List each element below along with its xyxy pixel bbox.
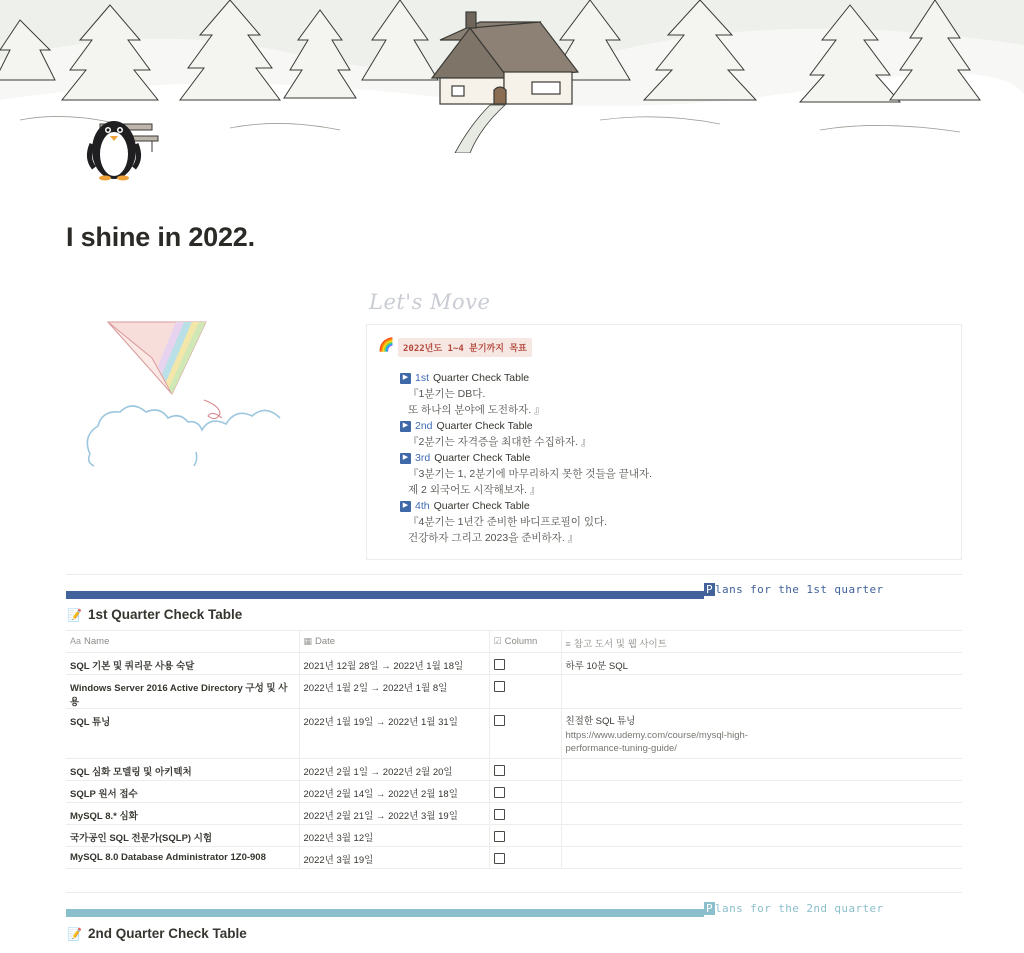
cell-check [489, 781, 561, 803]
cell-date[interactable]: 2022년 2월 21일 → 2022년 3월 19일 [299, 803, 489, 825]
db2-title[interactable] [67, 926, 247, 941]
checkbox[interactable] [494, 787, 505, 798]
quarter-label: Quarter Check Table [434, 452, 531, 464]
play-arrow-icon: ▶ [400, 501, 411, 512]
db1-title[interactable] [67, 607, 242, 622]
checkbox[interactable] [494, 659, 505, 670]
column-label: 참고 도서 및 웹 사이트 [573, 639, 667, 650]
lets-move-heading: Let's Move [369, 290, 491, 314]
cell-reference[interactable] [561, 709, 962, 759]
cell-reference[interactable] [561, 803, 962, 825]
cell-name[interactable]: SQL 심화 모델링 및 아키텍처 [66, 759, 299, 781]
checkbox[interactable] [494, 853, 505, 864]
cell-date[interactable]: 2022년 2월 1일 → 2022년 2월 20일 [299, 759, 489, 781]
plan-text: lans for the 1st quarter [715, 583, 884, 596]
cell-name[interactable]: Windows Server 2016 Active Directory 구성 및 사용 [66, 675, 299, 709]
play-arrow-icon: ▶ [400, 421, 411, 432]
reference-title: 친절한 SQL 튜닝 [565, 716, 636, 727]
checkbox[interactable] [494, 765, 505, 776]
quarter-item [400, 498, 940, 546]
play-arrow-icon: ▶ [400, 453, 411, 464]
column-header-reference[interactable] [561, 631, 962, 653]
cell-check [489, 653, 561, 675]
plans-q2-heading [704, 902, 884, 915]
page-title[interactable]: I shine in 2022. [66, 222, 255, 252]
reference-url[interactable]: https://www.udemy.com/course/mysql-high-performance-tuning-guide/ [565, 730, 748, 754]
quarter-item [400, 370, 940, 418]
quarter-link[interactable] [400, 418, 940, 434]
cell-name[interactable]: MySQL 8.* 심화 [66, 803, 299, 825]
table-row[interactable] [66, 803, 962, 825]
cell-name[interactable]: MySQL 8.0 Database Administrator 1Z0-908 [66, 847, 299, 869]
cell-check [489, 759, 561, 781]
cell-name[interactable]: SQL 튜닝 [66, 709, 299, 759]
quarter-label: Quarter Check Table [433, 500, 530, 512]
plan-bar-2 [66, 909, 704, 917]
checkbox[interactable] [494, 831, 505, 842]
db1-title-text: 1st Quarter Check Table [87, 607, 243, 622]
cell-date[interactable]: 2022년 2월 14일 → 2022년 2월 18일 [299, 781, 489, 803]
text-icon: Aa [70, 636, 82, 646]
column-header-column[interactable] [489, 631, 561, 653]
checkbox-icon: ☑ [493, 636, 502, 646]
quarter-description: 『3분기는 1, 2분기에 마무리하지 못한 것들을 끝내자. 제 2 외국어도 시작해보자. 』 [408, 468, 653, 496]
quarter-number: 2nd [415, 420, 433, 432]
memo-icon: 📝 [67, 926, 82, 941]
quarter-link[interactable] [400, 450, 940, 466]
column-label: Date [315, 636, 336, 647]
goal-badge: 2022년도 1~4 분기까지 목표 [398, 338, 532, 357]
table-row[interactable] [66, 781, 962, 803]
cell-check [489, 847, 561, 869]
table-row[interactable] [66, 675, 962, 709]
column-header-date[interactable] [299, 631, 489, 653]
checkbox[interactable] [494, 681, 505, 692]
cell-reference[interactable] [561, 847, 962, 869]
cell-reference[interactable]: 하루 10분 SQL [561, 653, 962, 675]
cell-date[interactable]: 2022년 1월 19일 → 2022년 1월 31일 [299, 709, 489, 759]
goals-callout [366, 324, 962, 560]
table-header-row [66, 631, 962, 653]
quarter-description: 『1분기는 DB다. 또 하나의 분야에 도전하자. 』 [408, 388, 545, 416]
quarter-label: Quarter Check Table [433, 372, 530, 384]
quarter-description: 『4분기는 1년간 준비한 바디프로필이 있다. 건강하자 그리고 2023을 준비하자. 』 [408, 516, 608, 544]
column-header-name[interactable] [66, 631, 299, 653]
cell-check [489, 675, 561, 709]
calendar-icon: ▦ [303, 636, 313, 646]
rainbow-icon[interactable]: 🌈 [378, 337, 395, 352]
quarter-list [400, 370, 940, 546]
plan-initial: P [706, 583, 714, 596]
table-row[interactable] [66, 709, 962, 759]
quarter-description: 『2분기는 자격증을 최대한 수집하자. 』 [408, 436, 592, 448]
cell-reference[interactable] [561, 675, 962, 709]
cell-name[interactable]: SQL 기본 및 쿼리문 사용 숙달 [66, 653, 299, 675]
penguin-icon[interactable] [72, 108, 162, 183]
divider [66, 574, 962, 575]
db2-title-text: 2nd Quarter Check Table [87, 926, 247, 941]
cell-date[interactable]: 2022년 3월 12일 [299, 825, 489, 847]
cell-check [489, 709, 561, 759]
cell-check [489, 825, 561, 847]
plan-text: lans for the 2nd quarter [715, 902, 884, 915]
plan-bar-1 [66, 591, 704, 599]
quarter1-table [66, 630, 962, 869]
memo-icon: 📝 [67, 607, 82, 622]
cell-date[interactable]: 2022년 1월 2일 → 2022년 1월 8일 [299, 675, 489, 709]
quarter-link[interactable] [400, 370, 940, 386]
paper-kite-illustration [80, 316, 290, 476]
cell-date[interactable]: 2022년 3월 19일 [299, 847, 489, 869]
column-label: Name [84, 636, 110, 647]
cell-reference[interactable] [561, 781, 962, 803]
checkbox[interactable] [494, 809, 505, 820]
quarter-item [400, 418, 940, 450]
quarter-link[interactable] [400, 498, 940, 514]
quarter-item [400, 450, 940, 498]
cell-name[interactable]: 국가공인 SQL 전문가(SQLP) 시험 [66, 825, 299, 847]
quarter-number: 1st [415, 372, 430, 384]
checkbox[interactable] [494, 715, 505, 726]
plan-initial: P [706, 902, 714, 915]
column-label: Column [504, 636, 538, 647]
cell-date[interactable]: 2021년 12월 28일 → 2022년 1월 18일 [299, 653, 489, 675]
divider [66, 892, 962, 893]
quarter-label: Quarter Check Table [436, 420, 533, 432]
cell-reference[interactable] [561, 825, 962, 847]
table-row[interactable] [66, 847, 962, 869]
quarter-number: 4th [415, 500, 430, 512]
cell-check [489, 803, 561, 825]
cell-name[interactable]: SQLP 원서 접수 [66, 781, 299, 803]
table-row[interactable] [66, 825, 962, 847]
play-arrow-icon: ▶ [400, 373, 411, 384]
table-row[interactable] [66, 759, 962, 781]
quarter-number: 3rd [415, 452, 431, 464]
cell-reference[interactable] [561, 759, 962, 781]
table-row[interactable] [66, 653, 962, 675]
plans-q1-heading [704, 583, 884, 596]
lines-icon: ≡ [565, 639, 571, 649]
